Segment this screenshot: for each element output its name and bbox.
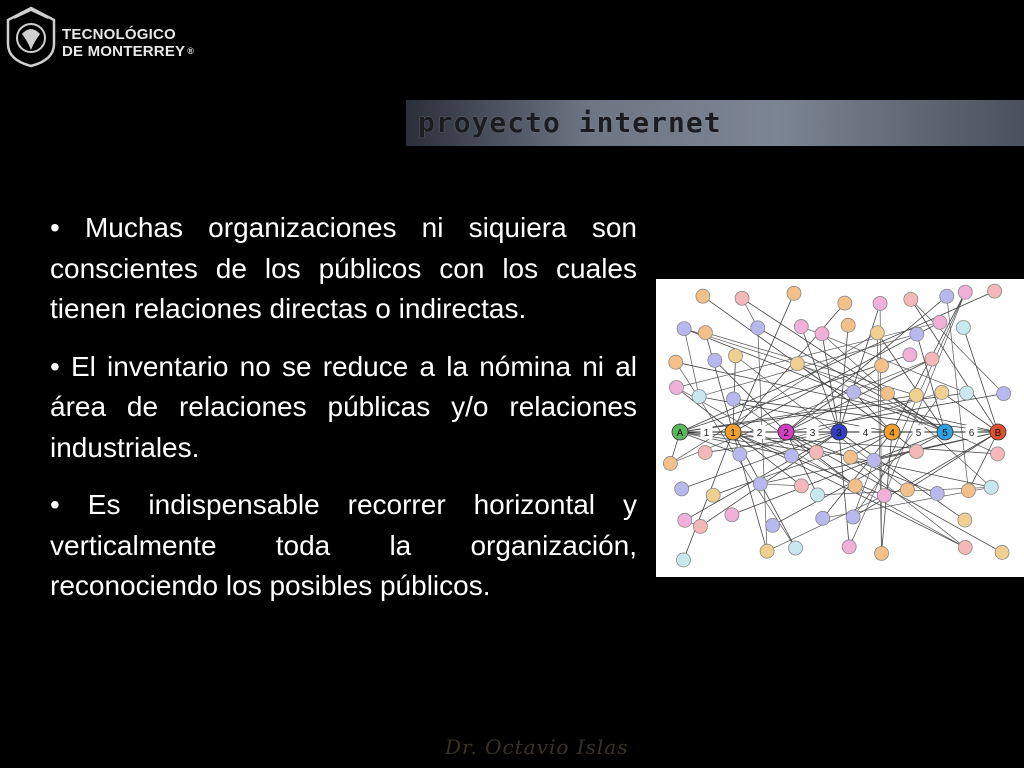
- edge-line: [963, 328, 998, 432]
- network-node: [785, 449, 799, 463]
- chain-node-label: B: [994, 428, 1002, 439]
- network-node: [676, 553, 690, 567]
- network-node: [794, 479, 808, 493]
- chain-step-label: 1: [703, 428, 710, 439]
- network-node: [675, 482, 689, 496]
- network-node: [693, 519, 707, 533]
- network-node: [725, 508, 739, 522]
- network-node: [961, 484, 975, 498]
- network-node: [669, 381, 683, 395]
- network-node: [663, 456, 677, 470]
- edge-line: [839, 432, 965, 520]
- network-node: [669, 355, 683, 369]
- network-node: [696, 289, 710, 303]
- bullet-item-3: • Es indispensable recorrer horizontal y verticalmente toda la organización, reconociendo los posibles públicos.: [50, 489, 637, 601]
- edge-line: [786, 366, 882, 432]
- network-node: [846, 510, 860, 524]
- network-node: [873, 296, 887, 310]
- network-node: [880, 386, 894, 400]
- network-node: [958, 513, 972, 527]
- banner-title: proyecto internet: [418, 106, 722, 139]
- network-node: [706, 488, 720, 502]
- network-node: [935, 385, 949, 399]
- network-node: [867, 453, 881, 467]
- network-node: [838, 296, 852, 310]
- network-node: [909, 388, 923, 402]
- network-node: [875, 546, 889, 560]
- proyecto-internet-banner: [406, 100, 1024, 146]
- registered-mark: ®: [187, 46, 195, 56]
- network-node: [960, 386, 974, 400]
- edge-line: [911, 299, 1004, 393]
- network-node: [787, 286, 801, 300]
- author-signature: Dr. Octavio Islas: [445, 735, 629, 759]
- network-node: [909, 444, 923, 458]
- logo-line-2: DE MONTERREY ®: [62, 43, 195, 60]
- chain-step-label: 2: [756, 428, 763, 439]
- edge-line: [736, 356, 908, 490]
- network-node: [848, 479, 862, 493]
- edge-line: [684, 329, 945, 432]
- network-node: [988, 284, 1002, 298]
- institution-seal-icon: [4, 6, 58, 68]
- network-node: [956, 321, 970, 335]
- logo-wordmark: [62, 26, 194, 60]
- network-node: [958, 285, 972, 299]
- network-node: [811, 488, 825, 502]
- chain-step-label: 3: [809, 428, 816, 439]
- edge-line: [705, 333, 733, 432]
- chain-step-label: 4: [862, 428, 869, 439]
- network-node: [708, 353, 722, 367]
- network-node: [692, 390, 706, 404]
- network-node: [910, 327, 924, 341]
- network-node: [997, 387, 1011, 401]
- chain-node-label: 1: [730, 428, 736, 439]
- edge-line: [822, 334, 839, 432]
- network-node: [904, 292, 918, 306]
- network-diagram: [656, 279, 1024, 577]
- network-node: [877, 488, 891, 502]
- bullet-list: [50, 208, 637, 607]
- network-node: [677, 322, 691, 336]
- edge-line: [850, 457, 965, 547]
- logo-line-1: TECNOLÓGICO: [62, 26, 176, 43]
- network-node: [751, 321, 765, 335]
- network-node: [958, 540, 972, 554]
- chain-node-label: 2: [783, 428, 789, 439]
- edge-line: [758, 328, 945, 432]
- network-node: [809, 445, 823, 459]
- network-node: [735, 291, 749, 305]
- network-node: [753, 477, 767, 491]
- chain-step-label: 6: [968, 428, 975, 439]
- network-graph: [656, 279, 1024, 577]
- network-node: [933, 315, 947, 329]
- network-node: [903, 348, 917, 362]
- chain-node-label: 4: [889, 428, 895, 439]
- network-node: [847, 385, 861, 399]
- chain-node-label: 5: [942, 428, 948, 439]
- network-node: [870, 326, 884, 340]
- network-node: [794, 320, 808, 334]
- network-node: [789, 541, 803, 555]
- network-node: [984, 480, 998, 494]
- chain-node-label: 3: [836, 428, 842, 439]
- network-node: [815, 327, 829, 341]
- network-node: [991, 447, 1005, 461]
- network-node: [698, 326, 712, 340]
- chain-step-label: 5: [915, 428, 922, 439]
- network-node: [841, 318, 855, 332]
- network-node: [760, 544, 774, 558]
- network-node: [790, 357, 804, 371]
- tec-monterrey-logo: [0, 0, 220, 80]
- network-node: [842, 540, 856, 554]
- network-node: [940, 289, 954, 303]
- bullet-item-1: • Muchas organizaciones ni siquiera son conscientes de los públicos con los cuales tienen relaciones directas o indirectas.: [50, 212, 637, 324]
- network-node: [678, 513, 692, 527]
- network-node: [843, 450, 857, 464]
- network-node: [766, 518, 780, 532]
- network-node: [726, 392, 740, 406]
- network-node: [925, 352, 939, 366]
- bullet-item-2: • El inventario no se reduce a la nómina ni al área de relaciones públicas y/o relaciones industriales.: [50, 350, 637, 463]
- network-node: [816, 511, 830, 525]
- network-node: [875, 359, 889, 373]
- edge-line: [733, 432, 991, 487]
- network-node: [698, 446, 712, 460]
- network-node: [930, 487, 944, 501]
- network-node: [995, 545, 1009, 559]
- chain-node-label: A: [676, 428, 684, 439]
- network-node: [900, 483, 914, 497]
- network-node: [729, 349, 743, 363]
- network-node: [733, 447, 747, 461]
